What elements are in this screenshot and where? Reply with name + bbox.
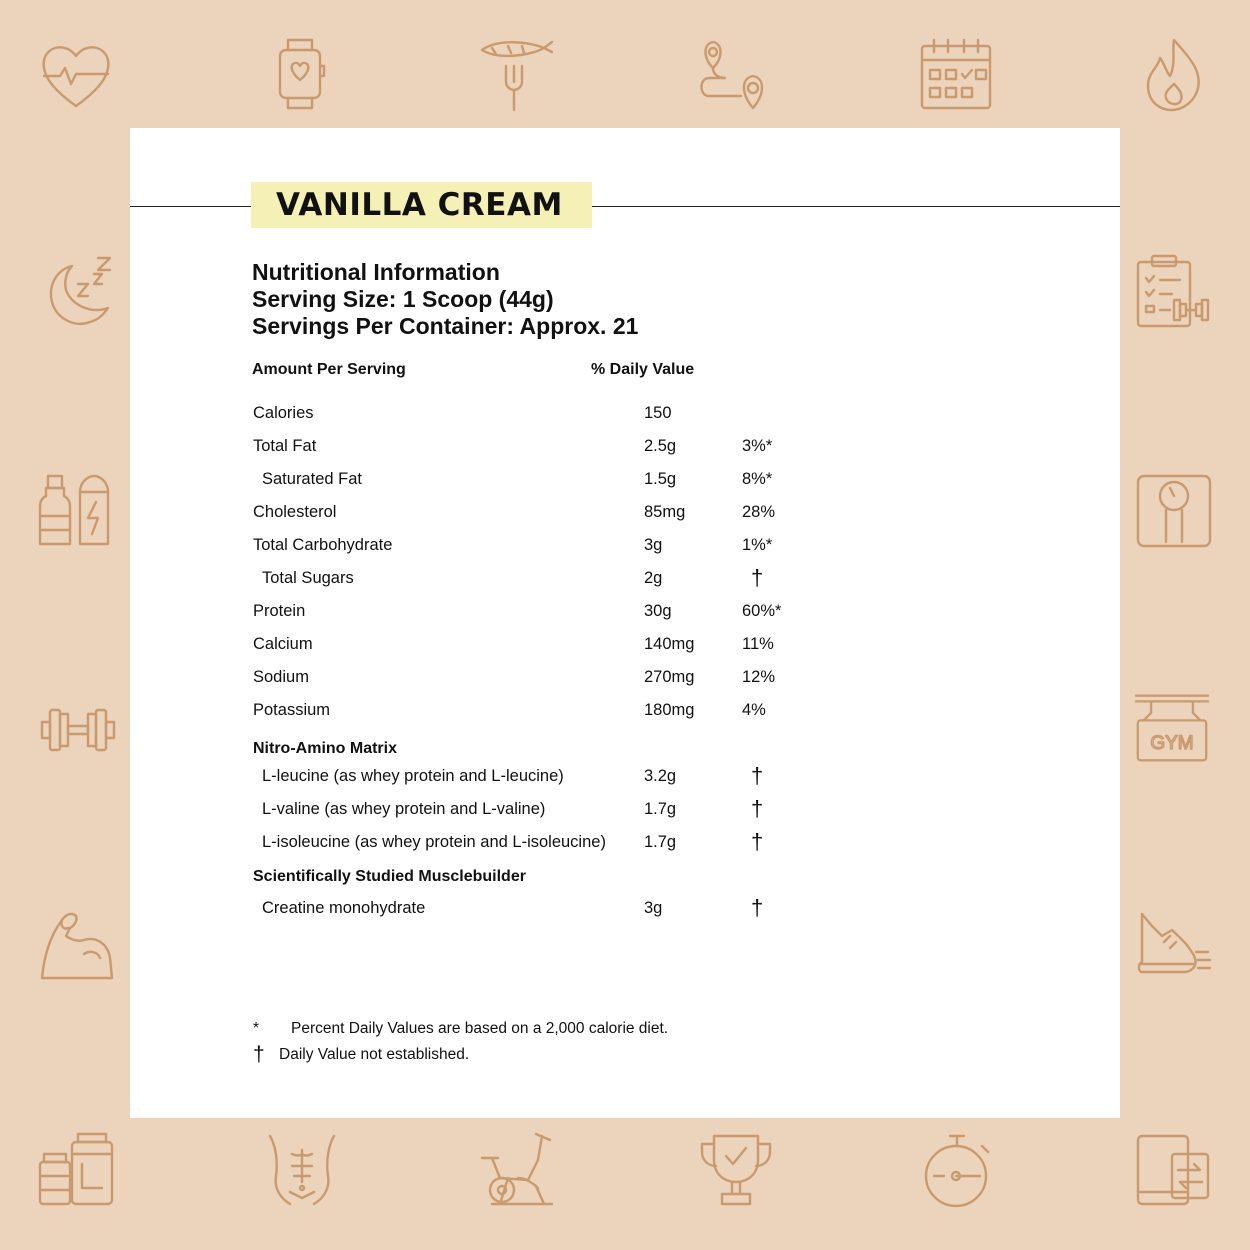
nutrition-label-card	[130, 128, 1120, 1118]
exercise-bike-icon	[478, 1132, 554, 1208]
nutrient-name: L-leucine (as whey protein and L-leucine)	[262, 767, 564, 785]
flame-icon	[1136, 36, 1212, 112]
tablet-sync-icon	[1134, 1132, 1210, 1208]
nutrient-name: Total Sugars	[262, 569, 354, 587]
nutrient-row	[253, 565, 813, 591]
supplement-jars-icon	[38, 1132, 114, 1208]
nutrient-name: L-valine (as whey protein and L-valine)	[262, 800, 546, 818]
trophy-icon	[698, 1132, 774, 1208]
nutrient-row	[253, 499, 813, 525]
nutrient-row	[253, 664, 813, 690]
nutrient-row	[253, 433, 813, 459]
nutrient-daily-value: 3%*	[742, 437, 773, 455]
footnote-mark: †	[253, 1043, 265, 1066]
route-map-icon	[695, 38, 771, 114]
nutrient-name: Potassium	[253, 701, 331, 719]
nutrient-amount: 3g	[644, 899, 663, 917]
nutrient-amount: 180mg	[644, 701, 695, 719]
running-shoe-icon	[1136, 908, 1212, 984]
nutrient-amount: 2.5g	[644, 437, 677, 455]
label-header	[252, 259, 638, 340]
footnote-text: Percent Daily Values are based on a 2,000 calorie diet.	[291, 1020, 669, 1037]
nutrient-name: Calories	[253, 404, 314, 422]
abs-torso-icon	[264, 1132, 340, 1208]
footnote-mark: *	[253, 1020, 260, 1037]
nutrient-daily-value: †	[751, 895, 764, 920]
nutrient-daily-value: †	[751, 763, 764, 788]
nutrient-daily-value: 1%*	[742, 536, 773, 554]
nutrient-daily-value: 4%	[742, 701, 766, 719]
nutrient-daily-value: †	[751, 796, 764, 821]
flexed-arm-icon	[38, 906, 114, 982]
nutrient-name: Total Carbohydrate	[253, 536, 393, 554]
footnote-text: Daily Value not established.	[279, 1046, 470, 1063]
moon-sleep-icon	[38, 256, 114, 332]
nutrient-row	[253, 796, 813, 822]
nutrient-amount: 3g	[644, 536, 663, 554]
nutrient-name: Cholesterol	[253, 503, 337, 521]
nutrient-row	[253, 532, 813, 558]
nutrient-name: Calcium	[253, 635, 313, 653]
nutrient-row	[253, 400, 813, 426]
nutrition-info-heading: Nutritional Information	[252, 259, 500, 285]
nutrient-daily-value: 8%*	[742, 470, 773, 488]
servings-per-container: Servings Per Container: Approx. 21	[252, 313, 639, 339]
nutrient-amount: 2g	[644, 569, 663, 587]
dumbbell-icon	[40, 692, 116, 768]
nutrient-daily-value: 12%	[742, 668, 776, 686]
amount-per-serving-header: Amount Per Serving	[252, 361, 406, 378]
svg-text:GYM: GYM	[1150, 732, 1194, 754]
serving-size: Serving Size: 1 Scoop (44g)	[252, 286, 554, 312]
stopwatch-icon	[920, 1132, 996, 1208]
heart-pulse-icon	[38, 38, 114, 114]
calendar-icon	[918, 38, 994, 114]
matrix-title: Nitro-Amino Matrix	[253, 740, 397, 757]
clipboard-workout-icon	[1136, 254, 1212, 330]
carrot-fork-icon	[478, 36, 554, 112]
nutrient-row	[253, 598, 813, 624]
nutrient-name: Protein	[253, 602, 306, 620]
footnote-percent	[253, 1020, 853, 1040]
nutrient-amount: 85mg	[644, 503, 686, 521]
nutrient-amount: 270mg	[644, 668, 695, 686]
scale-icon	[1136, 472, 1212, 548]
nutrient-name: Saturated Fat	[262, 470, 362, 488]
musclebuilder-title: Scientifically Studied Musclebuilder	[253, 868, 526, 885]
gym-sign-icon	[1134, 690, 1210, 766]
flavor-title: VANILLA CREAM	[251, 182, 592, 228]
nutrient-amount: 140mg	[644, 635, 695, 653]
nutrient-name: L-isoleucine (as whey protein and L-isoleucine)	[262, 833, 606, 851]
nutrient-amount: 1.5g	[644, 470, 677, 488]
nutrient-name: Creatine monohydrate	[262, 899, 426, 917]
nutrient-daily-value: †	[751, 565, 764, 590]
nutrient-daily-value: 11%	[742, 635, 774, 653]
nutrient-row	[253, 697, 813, 723]
bottles-icon	[36, 472, 112, 548]
nutrient-row	[253, 763, 813, 789]
nutrient-row	[253, 895, 813, 921]
nutrient-amount: 1.7g	[644, 800, 677, 818]
nutrient-name: Sodium	[253, 668, 309, 686]
nutrient-row	[253, 466, 813, 492]
footnote-dagger	[253, 1043, 853, 1070]
nutrient-name: Total Fat	[253, 437, 317, 455]
nutrient-amount: 30g	[644, 602, 672, 620]
daily-value-header: % Daily Value	[591, 361, 695, 378]
nutrient-daily-value: †	[751, 829, 764, 854]
nutrient-amount: 3.2g	[644, 767, 677, 785]
nutrient-row	[253, 631, 813, 657]
nutrient-amount: 150	[644, 404, 672, 422]
nutrient-row	[253, 829, 813, 855]
nutrient-daily-value: 28%	[742, 503, 776, 521]
nutrient-amount: 1.7g	[644, 833, 677, 851]
nutrient-daily-value: 60%*	[742, 602, 782, 620]
smartwatch-icon	[262, 36, 338, 112]
